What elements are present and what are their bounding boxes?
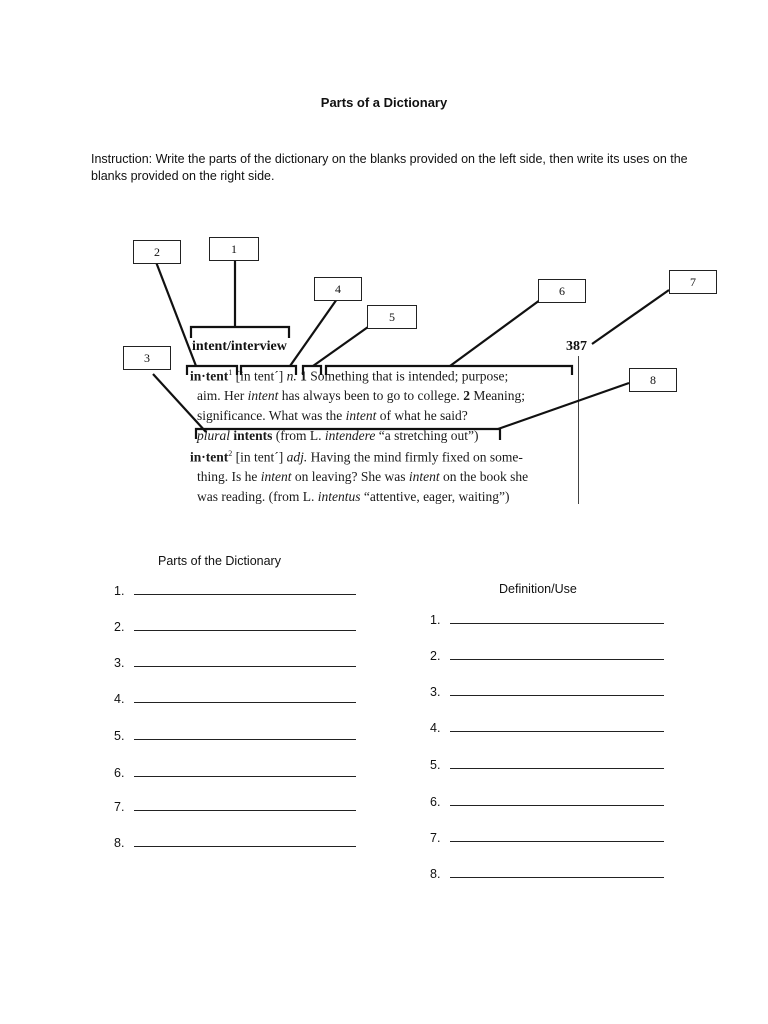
item-number: 7. [430,831,441,845]
text-run: (from L. [272,428,325,443]
uses-item [430,793,664,809]
entry-part-of-speech: n. [286,368,297,384]
entry-2-line-3 [197,489,509,505]
entry-part-of-speech: adj. [286,449,308,465]
item-number: 3. [430,685,441,699]
text-run: Meaning; [469,388,526,403]
answer-blank[interactable] [134,727,356,740]
text-run: significance. What was the [197,408,346,423]
callout-box-4: 4 [314,277,362,301]
item-number: 2. [114,620,125,634]
column-rule [578,356,579,504]
item-number: 6. [430,795,441,809]
parts-item [114,834,356,850]
parts-heading: Parts of the Dictionary [158,554,281,568]
item-number: 3. [114,656,125,670]
item-number: 6. [114,766,125,780]
item-number: 5. [430,758,441,772]
item-number: 8. [114,836,125,850]
item-number: 1. [114,584,125,598]
text-run: intent [260,469,292,484]
uses-item [430,719,664,735]
parts-item [114,690,356,706]
text-run: intent [247,388,279,403]
instruction-text: Instruction: Write the parts of the dictionary on the blanks provided on the left side, then write its uses on the blanks provided on the right side. [91,152,688,183]
callout-box-3: 3 [123,346,171,370]
entry-1-line-1 [190,368,508,385]
uses-heading: Definition/Use [499,582,577,596]
answer-blank[interactable] [450,829,664,842]
entry-1-line-3 [197,408,468,424]
answer-blank[interactable] [134,582,356,595]
item-number: 8. [430,867,441,881]
item-number: 2. [430,649,441,663]
answer-blank[interactable] [134,690,356,703]
entry-pronunciation: [in tent´] [235,368,284,384]
answer-blank[interactable] [450,719,664,732]
item-number: 7. [114,800,125,814]
entry-superscript: 1 [228,368,233,377]
leader-line-5 [313,327,368,366]
text-run: thing. Is he [197,469,261,484]
callout-box-7: 7 [669,270,717,294]
parts-item [114,654,356,670]
parts-item [114,727,356,743]
uses-item [430,756,664,772]
entry-headword: in·tent [190,368,229,384]
entry-headword: in·tent [190,449,229,465]
entry-pronunciation: [in tent´] [232,449,287,465]
text-run: “attentive, eager, waiting”) [360,489,510,504]
answer-blank[interactable] [134,764,356,777]
parts-item [114,582,356,598]
text-run: intent [345,408,377,423]
uses-item [430,865,664,881]
page-title: Parts of a Dictionary [320,95,448,110]
uses-item [430,683,664,699]
guide-words-bracket [191,327,289,338]
item-number: 1. [430,613,441,627]
entry-2-line-1 [190,449,523,466]
answer-blank[interactable] [450,611,664,624]
entry-2-line-2 [197,469,528,485]
callout-box-2: 2 [133,240,181,264]
entry-1-line-2 [197,388,525,404]
text-run: “a stretching out”) [375,428,479,443]
item-number: 5. [114,729,125,743]
plural-label: plural [197,428,231,443]
answer-blank[interactable] [134,798,356,811]
item-number: 4. [114,692,125,706]
guide-words: intent/interview [192,339,287,354]
etymology-word: intentus [317,489,361,504]
text-run: on leaving? She was [291,469,409,484]
entry-superscript: 2 [228,449,233,458]
answer-blank[interactable] [450,865,664,878]
text-run: was reading. (from L. [197,489,318,504]
text-run: intent [408,469,440,484]
text-run: has always been to go to college. [278,388,464,403]
uses-item [430,829,664,845]
answer-blank[interactable] [134,618,356,631]
plural-form: intents [230,428,273,443]
entry-1-line-4 [197,428,478,444]
answer-blank[interactable] [134,654,356,667]
callout-box-6: 6 [538,279,586,303]
uses-item [430,611,664,627]
callout-box-1: 1 [209,237,259,261]
answer-blank[interactable] [450,647,664,660]
uses-item [430,647,664,663]
entry-definition: Having the mind firmly fixed on some- [307,449,523,465]
parts-item [114,764,356,780]
leader-line-4 [290,299,337,366]
etymology-word: intendere [324,428,376,443]
leader-line-6 [450,300,540,366]
text-run: aim. Her [197,388,248,403]
definition-number: 2 [463,388,470,403]
text-run: of what he said? [376,408,468,423]
callout-box-8: 8 [629,368,677,392]
text-run: on the book she [439,469,529,484]
page-number: 387 [566,339,587,354]
callout-box-5: 5 [367,305,417,329]
answer-blank[interactable] [450,793,664,806]
entry-definition: Something that is intended; purpose; [310,368,509,384]
leader-line-7 [592,290,669,344]
definition-number: 1 [300,368,307,384]
answer-blank[interactable] [134,834,356,847]
parts-item [114,798,356,814]
item-number: 4. [430,721,441,735]
answer-blank[interactable] [450,683,664,696]
answer-blank[interactable] [450,756,664,769]
parts-item [114,618,356,634]
